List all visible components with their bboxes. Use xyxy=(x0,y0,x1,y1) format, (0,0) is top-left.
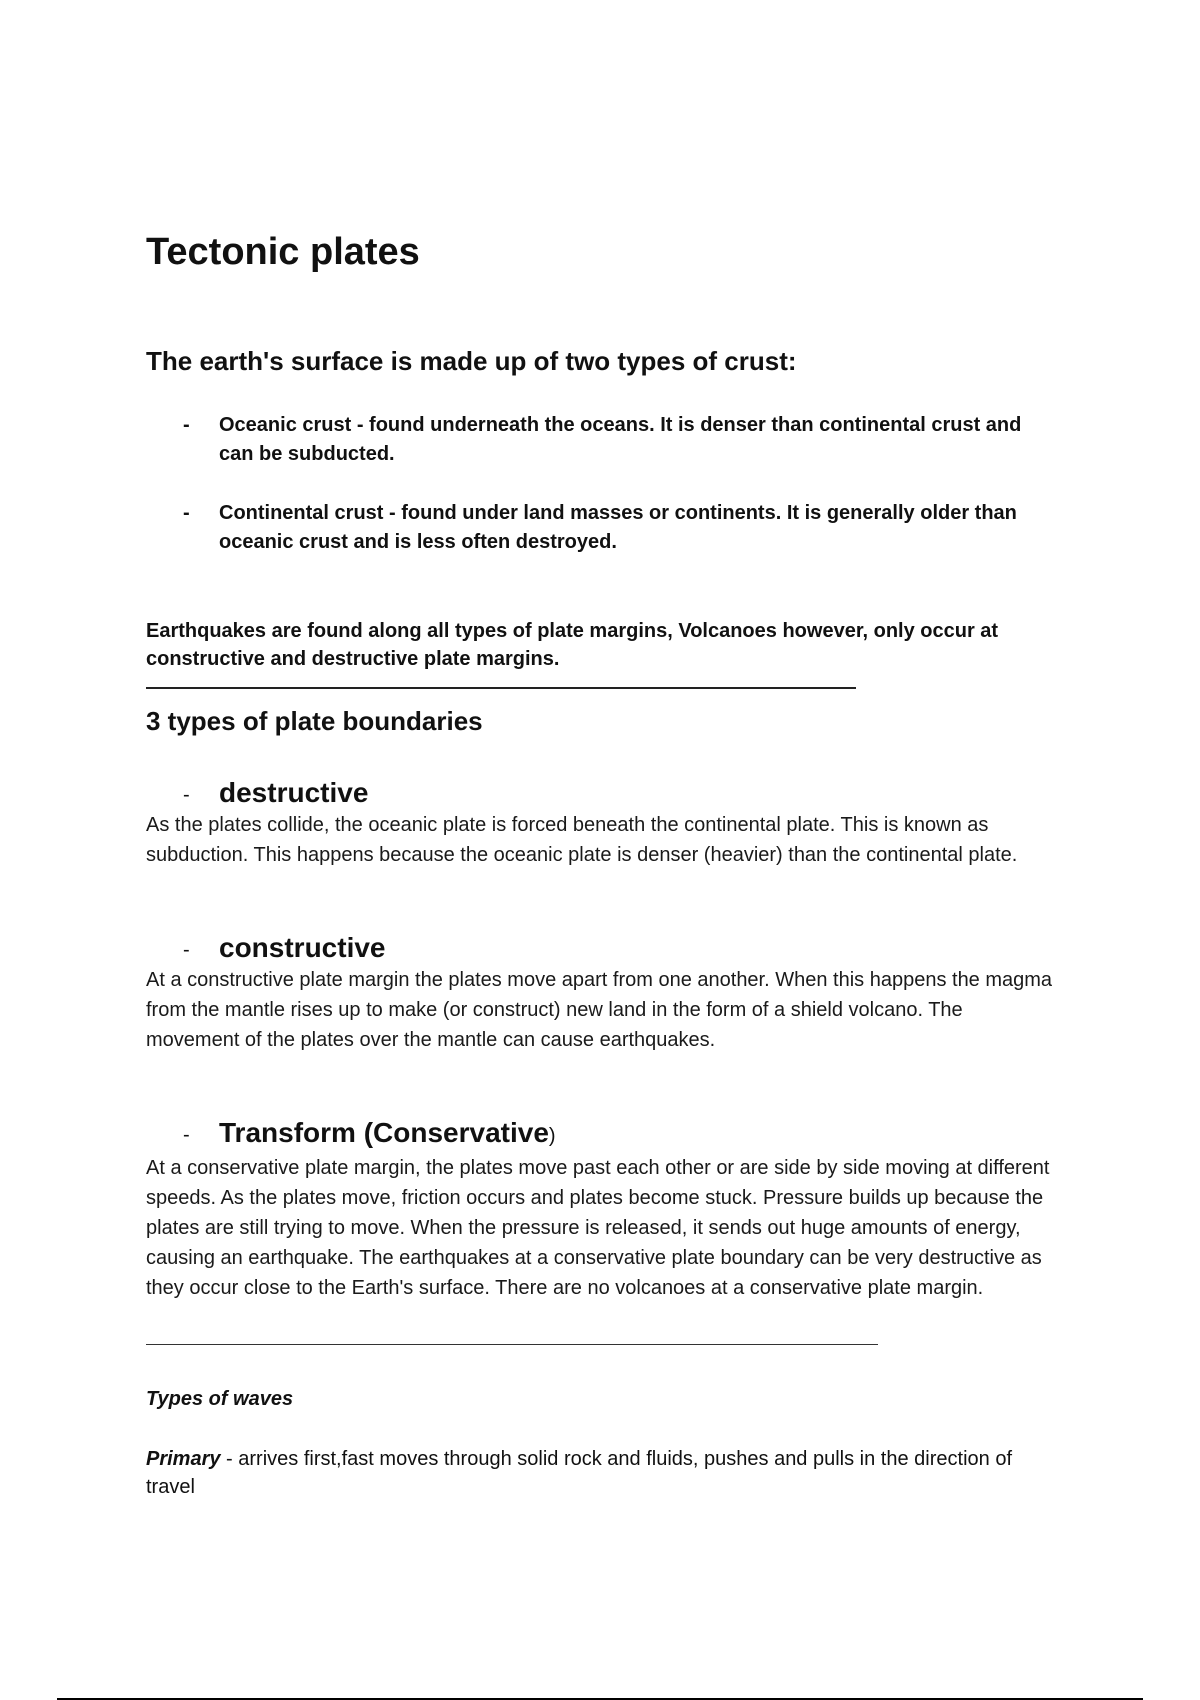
waves-heading: Types of waves xyxy=(146,1388,294,1410)
boundary-description: At a constructive plate margin the plates move apart from one another. When this happens the magma from the mantle rises up to make (or construct) new land in the form of a shield volcano. The movement of the plates over the mantle can cause earthquakes. xyxy=(146,969,1053,1051)
boundary-title xyxy=(146,776,1056,810)
bullet-dash: - xyxy=(183,414,190,436)
boundary-title xyxy=(146,931,1056,965)
boundary-destructive xyxy=(146,776,1056,870)
boundary-name: destructive xyxy=(219,777,369,808)
boundary-name: constructive xyxy=(219,932,386,963)
boundary-description: At a conservative plate margin, the plates move past each other or are side by side moving at different speeds. As the plates move, friction occurs and plates become stuck. Pressure builds up because the plates are still trying to move. When the pressure is released, it sends out huge amounts of energy, causing an earthquake. The earthquakes at a conservative plate boundary can be very destructive as they occur close to the Earth's surface. There are no volcanoes at a conservative plate margin. xyxy=(146,1157,1050,1299)
list-item-text: Oceanic crust - found underneath the oceans. It is denser than continental crust and can be subducted. xyxy=(219,414,1022,465)
primary-label: Primary xyxy=(146,1448,221,1470)
divider xyxy=(146,687,856,689)
page-title: Tectonic plates xyxy=(146,231,420,273)
boundary-title xyxy=(146,1116,1056,1153)
crust-list xyxy=(146,411,1056,587)
boundary-name: Transform (Conservative xyxy=(219,1117,549,1148)
bullet-dash: - xyxy=(183,784,190,806)
bullet-dash: - xyxy=(183,502,190,524)
list-item xyxy=(146,499,1059,557)
list-item-text: Continental crust - found under land masses or continents. It is generally older than oceanic crust and is less often destroyed. xyxy=(219,502,1017,553)
boundaries-heading: 3 types of plate boundaries xyxy=(146,706,483,736)
list-item xyxy=(146,411,1059,469)
primary-text: - arrives first,fast moves through solid rock and fluids, pushes and pulls in the direction of travel xyxy=(146,1448,1012,1498)
margin-note: Earthquakes are found along all types of plate margins, Volcanoes however, only occur at constructive and destructive plate margins. xyxy=(146,620,999,670)
crust-subtitle: The earth's surface is made up of two types of crust: xyxy=(146,346,797,376)
boundary-name-tail: ) xyxy=(548,1125,556,1147)
primary-wave xyxy=(146,1445,1046,1501)
divider xyxy=(146,1344,878,1345)
boundary-transform xyxy=(146,1116,1056,1303)
boundary-description: As the plates collide, the oceanic plate is forced beneath the continental plate. This is known as subduction. This happens because the oceanic plate is denser (heavier) than the continental plate. xyxy=(146,814,1018,866)
bullet-dash: - xyxy=(183,939,190,961)
boundary-constructive xyxy=(146,931,1056,1055)
bullet-dash: - xyxy=(183,1124,190,1146)
